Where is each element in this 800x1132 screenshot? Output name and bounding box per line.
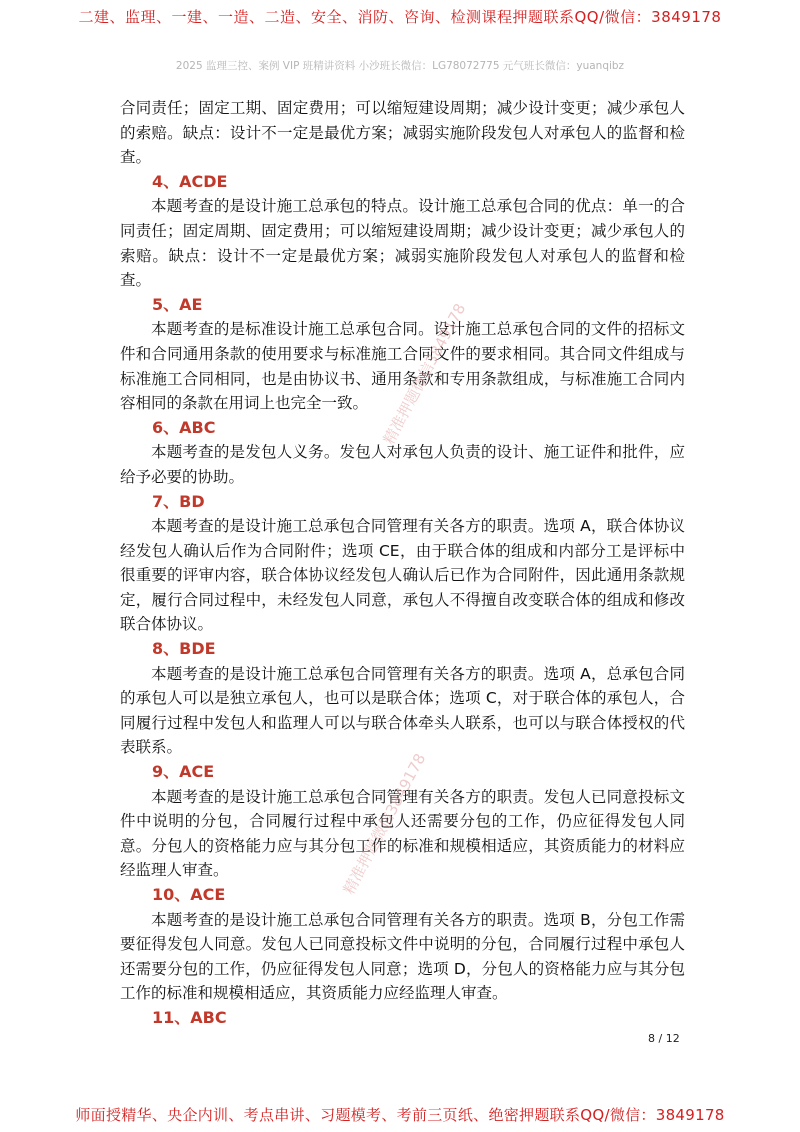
answer-heading: 6、ABC — [152, 417, 216, 437]
watermark: 精准押题微信3849178 — [379, 300, 470, 448]
running-header: 2025 监理三控、案例 VIP 班精讲资料 小沙班长微信：LG78072775 元气班长微信：yuanqibz — [175, 60, 625, 72]
answer-heading: 4、ACDE — [152, 171, 228, 191]
paragraph: 本题考查的是设计施工总承包合同管理有关各方的职责。选项 B，分包工作需要征得发包人同意。发包人已同意投标文件中说明的分包，合同履行过程中承包人还需要分包的工作，仍应征得发包人同意；选项 D，分包人的资格能力应与其分包工作的标准和规模相适应，其资质能力应经监理人审查。 — [120, 910, 685, 1003]
answer-heading: 8、BDE — [152, 639, 216, 659]
paragraph: 本题考查的是设计施工总承包的特点。设计施工总承包合同的优点：单一的合同责任；固定周期、固定费用；可以缩短建设周期；减少设计变更；减少承包人的索赔。缺点：设计不一定是最优方案；减弱实施阶段发包人对承包人的监督和检查。 — [120, 197, 685, 290]
watermark: 精准押题微信3849178 — [339, 750, 430, 898]
page-number: 8 / 12 — [648, 1032, 680, 1045]
answer-heading: 11、ABC — [152, 1007, 227, 1027]
answer-heading: 9、ACE — [152, 762, 215, 782]
paragraph: 本题考查的是标准设计施工总承包合同。设计施工总承包合同的文件的招标文件和合同通用条款的使用要求与标准施工合同文件的要求相同。其合同文件组成与标准施工合同相同，也是由协议书、通用条款和专用条款组成，与标准施工合同内容相同的条款在用词上也完全一致。 — [120, 320, 685, 413]
paragraph: 本题考查的是设计施工总承包合同管理有关各方的职责。选项 A，总承包合同的承包人可以是独立承包人，也可以是联合体；选项 C，对于联合体的承包人，合同履行过程中发包人和监理人可以与联合体牵头人联系，也可以与联合体授权的代表联系。 — [120, 664, 685, 757]
document-body — [120, 96, 685, 1031]
answer-heading: 7、BD — [152, 491, 205, 511]
answer-heading: 10、ACE — [152, 885, 226, 904]
bottom-banner: 师面授精华、央企内训、考点串讲、习题模考、考前三页纸、绝密押题联系QQ/微信：3849178 — [75, 1106, 725, 1124]
paragraph: 本题考查的是设计施工总承包合同管理有关各方的职责。选项 A，联合体协议经发包人确认后作为合同附件；选项 CE，由于联合体的组成和内部分工是评标中很重要的评审内容，联合体协议经发包人确认后已作为合同附件，因此通用条款规定，履行合同过程中，未经发包人同意，承包人不得擅自改变联合体的组成和修改联合体协议。 — [120, 517, 685, 634]
paragraph: 合同责任；固定工期、固定费用；可以缩短建设周期；减少设计变更；减少承包人的索赔。缺点：设计不一定是最优方案；减弱实施阶段发包人对承包人的监督和检查。 — [120, 99, 685, 167]
answer-heading: 5、AE — [152, 294, 203, 314]
paragraph: 本题考查的是发包人义务。发包人对承包人负责的设计、施工证件和批件，应给予必要的协助。 — [120, 443, 685, 486]
top-banner: 二建、监理、一建、一造、二造、安全、消防、咨询、检测课程押题联系QQ/微信：3849178 — [78, 8, 722, 26]
paragraph: 本题考查的是设计施工总承包合同管理有关各方的职责。发包人已同意投标文件中说明的分包，合同履行过程中承包人还需要分包的工作，仍应征得发包人同意。分包人的资格能力应与其分包工作的标准和规模相适应，其资质能力的材料应经监理人审查。 — [120, 787, 685, 880]
